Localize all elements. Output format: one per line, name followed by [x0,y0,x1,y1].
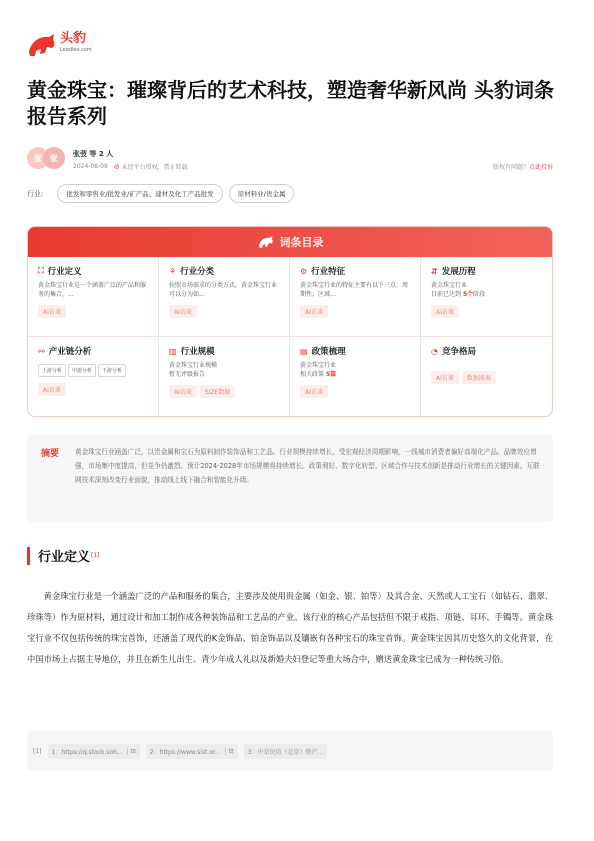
downstream-tag[interactable]: 下游分析 [98,364,126,377]
references-bar [27,731,553,771]
ai-interview-tag[interactable]: AI访谈 [300,305,328,318]
ai-interview-tag[interactable]: AI访谈 [431,371,459,384]
no-repost-note: ⊘ 未经平台授权，禁止转载 [113,163,188,171]
bar-chart-icon: ▥ [169,346,177,356]
industry-tag[interactable]: 批发和零售业/批发业/矿产品、建材及化工产品批发 [57,184,222,203]
ai-interview-tag[interactable]: AI访谈 [38,305,66,318]
avatar[interactable]: 张 [43,147,65,169]
summary-text: 黄金珠宝行业涵盖广泛，以贵金属和宝石为原料制作装饰品和工艺品。行业规模持续增长，受宏观经济周期影响，一线城市消费者偏好高端化产品。品牌效应增强，市场集中度提高，但竞争仍激烈。预计2024-2028年市场规模将持续增长。政策利好、数字化转型、区域合作与技术创新是推动行业增长的关键因素。互联网技术深刻改变行业面貌，推动线上线下融合和智能化升级。 [75,448,540,484]
upstream-tag[interactable]: 上游分析 [38,364,66,377]
toc-item-scale[interactable] [159,337,290,417]
reference-link[interactable]: 2：https://www.sist.or... ⊡ [146,744,238,759]
page-title: 黄金珠宝：璀璨背后的艺术科技，塑造奢华新风尚 头豹词条报告系列 [27,78,554,128]
image-icon[interactable]: ⊡ [127,748,136,755]
hierarchy-icon: ⚘ [169,266,177,276]
summary-box [27,434,553,522]
body-paragraph: 黄金珠宝行业是一个涵盖广泛的产品和服务的集合，主要涉及使用贵金属（如金、银、铂等）及其合金、天然或人工宝石（如钻石、翡翠、珍珠等）作为原材料，通过设计和加工制作成各种装饰品和工艺品的产业。该行业的核心产品包括但不限于戒指、项链、耳环、手镯等。黄金珠宝行业不仅包括传统的珠宝首饰，还涵盖了现代的K金饰品、铂金饰品以及镶嵌有各种宝石的珠宝首饰。黄金珠宝因其历史悠久的文化背景，在中国市场上占据主导地位，并且在新生儿出生、青少年成人礼以及新婚夫妇登记等重大场合中，赠送黄金珠宝已成为一种传统习俗。 [27,591,553,664]
ref-index: [1] [33,747,42,755]
publish-date: 2024-08-09 [73,163,108,170]
toc-item-chain[interactable] [28,337,159,417]
toc-item-desc: 黄金珠宝行业 目前已达到 5个阶段 [431,282,486,298]
leopard-logo-icon [27,32,57,58]
toc-item-title: 行业定义 [47,267,82,277]
image-icon[interactable]: ⊡ [225,748,234,755]
avatar[interactable]: 张 [27,147,49,169]
toc-item-title: 行业规模 [180,347,215,357]
author-name[interactable]: 张弢 等 2 人 [73,150,114,158]
gear-icon: ⚙ [300,266,308,276]
report-link[interactable]: 点此投诉 [528,164,553,171]
ai-interview-tag[interactable]: AI访谈 [431,305,459,318]
pie-chart-icon: ◔ [431,346,438,356]
toc-item-desc: 黄金珠宝行业 相关政策 5篇 [300,362,337,378]
author-row [27,147,553,177]
toc-item-classification[interactable] [159,257,290,337]
toc-item-title: 政策梳理 [311,347,346,357]
toc-item-desc: 按照市场需求的分类方式，黄金珠宝行业可以分为如... [169,282,278,298]
toc-item-features[interactable] [290,257,421,337]
toc-item-competition[interactable] [421,337,552,417]
author-meta [73,162,188,171]
ai-interview-tag[interactable]: AI访谈 [169,305,197,318]
ai-interview-tag[interactable]: AI访谈 [300,385,328,398]
toc-item-title: 发展历程 [441,267,476,277]
reference-link[interactable]: 3：中京民信（北京）资产... [244,744,328,759]
footnote-ref[interactable]: [1] [91,552,100,559]
toc-title: 词条目录 [279,236,324,249]
toc-panel [27,226,553,417]
toc-item-title: 产业链分析 [48,347,92,357]
reference-link[interactable]: 1：https://q.stock.soh... ⊡ [48,744,140,759]
size-data-tag[interactable]: SIZE数据 [200,385,235,398]
scan-icon: ⛶ [38,266,44,275]
section-heading [27,546,100,565]
toc-header [28,227,552,257]
brand-domain: Leadleo.com [60,47,92,53]
toc-item-title: 竞争格局 [441,347,476,357]
midstream-tag[interactable]: 中游分析 [68,364,96,377]
timeline-icon: ⇵ [431,266,438,276]
document-icon: ▤ [300,346,308,356]
toc-item-desc: 黄金珠宝行业是一个涵盖广泛的产品和服务的集合，... [38,282,147,298]
toc-item-title: 行业特征 [311,267,346,277]
industry-row [27,184,294,203]
toc-item-policy[interactable] [290,337,421,417]
toc-item-desc: 黄金珠宝行业的特征主要有以下三点：周期性；区域... [300,282,409,298]
toc-item-history[interactable] [421,257,552,337]
ai-interview-tag[interactable]: AI访谈 [38,383,66,396]
copyright-note: 版权有问题？点此投诉 [492,164,553,171]
ai-interview-tag[interactable]: AI访谈 [169,385,197,398]
network-icon: ⚯ [38,346,45,356]
toc-item-title: 行业分类 [180,267,215,277]
brand-name: 头豹 [60,31,87,46]
ban-icon: ⊘ [113,163,120,171]
brand-logo[interactable] [27,32,92,58]
toc-item-desc: 黄金珠宝行业规模 暂无评级报告 [169,362,218,378]
data-chart-tag[interactable]: 数据图表 [462,371,496,384]
toc-item-definition[interactable] [28,257,159,337]
industry-label: 行业: [27,189,44,198]
section-title: 行业定义 [38,550,91,565]
leopard-logo-icon [257,235,275,249]
section-accent-bar [27,547,30,565]
industry-tag[interactable]: 原材料业/贵金属 [229,184,295,203]
summary-label: 摘要 [41,449,60,459]
